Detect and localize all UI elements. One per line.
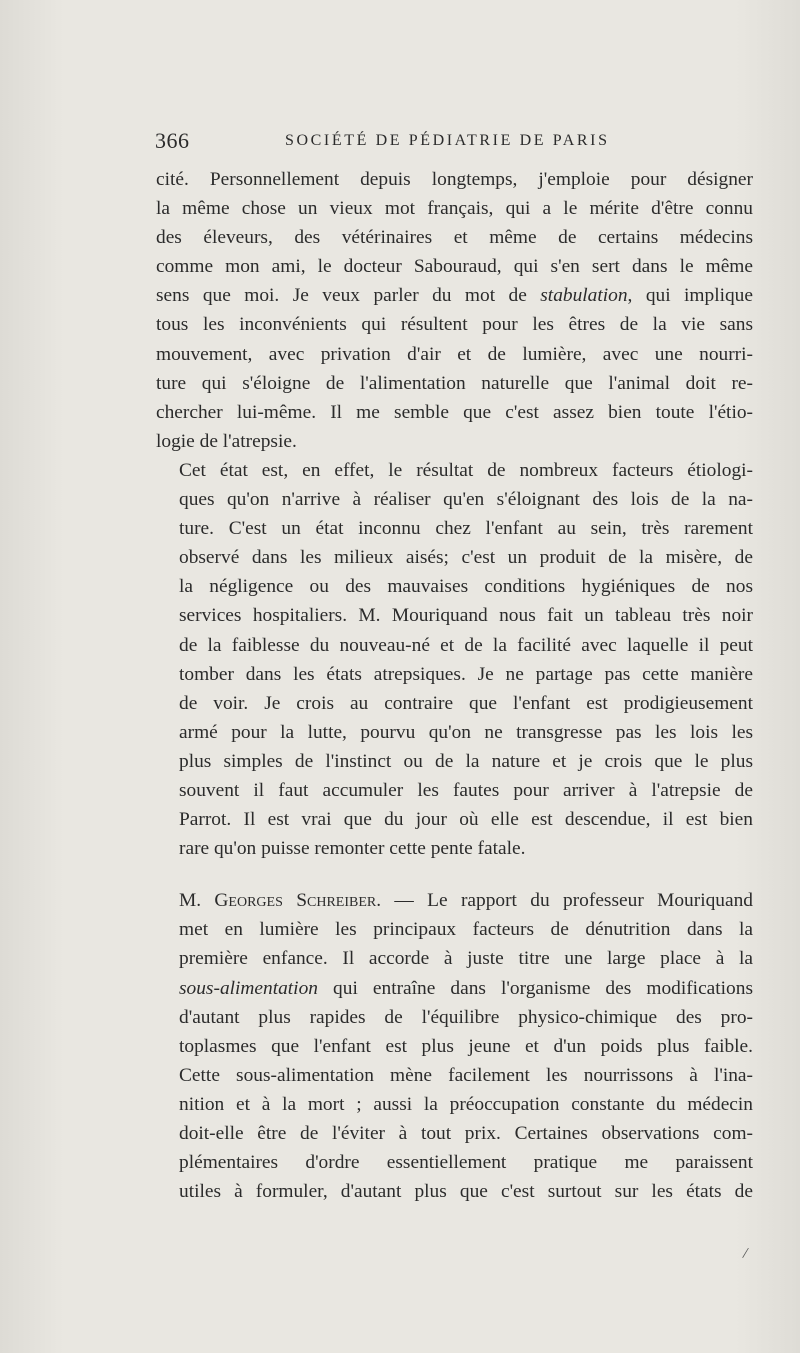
running-head: SOCIÉTÉ DE PÉDIATRIE DE PARIS xyxy=(285,132,610,149)
text-line: Cette sous-alimentation mène facilement les nourrissons à l'ina- xyxy=(179,1064,753,1086)
text-line: doit-elle être de l'éviter à tout prix. Certaines observations com- xyxy=(179,1123,753,1144)
text-line: sous-alimentation qui entraîne dans l'organisme des modifications xyxy=(179,977,753,999)
text-line: sens que moi. Je veux parler du mot de stabulation, qui implique xyxy=(156,285,753,307)
text-line: utiles à formuler, d'autant plus que c'est surtout sur les états de xyxy=(179,1181,753,1203)
paragraph-stabulation xyxy=(156,165,753,456)
text-line: d'autant plus rapides de l'équilibre physico-chimique des pro- xyxy=(179,1006,753,1028)
text-line: ture qui s'éloigne de l'alimentation naturelle que l'animal doit re- xyxy=(156,372,753,394)
paragraph-schreiber xyxy=(156,886,753,1206)
text-line: de voir. Je crois au contraire que l'enfant est prodigieusement xyxy=(179,692,753,714)
text-line: Parrot. Il est vrai que du jour où elle est descendue, il est bien xyxy=(179,809,753,831)
text-line: chercher lui-même. Il me semble que c'est assez bien toute l'étio- xyxy=(156,401,753,423)
body-text xyxy=(156,165,753,1206)
text-line: comme mon ami, le docteur Sabouraud, qui s'en sert dans le même xyxy=(156,256,753,278)
text-line: souvent il faut accumuler les fautes pour arriver à l'atrepsie de xyxy=(179,779,753,801)
text-line: plus simples de l'instinct ou de la nature et je crois que le plus xyxy=(179,750,753,772)
page-number: 366 xyxy=(155,128,190,153)
text-line: armé pour la lutte, pourvu qu'on ne transgresse pas les lois les xyxy=(179,721,753,743)
paragraph-atrepsie xyxy=(156,456,753,863)
text-line: ques qu'on n'arrive à réaliser qu'en s'éloignant des lois de la na- xyxy=(179,489,753,511)
text-line: met en lumière les principaux facteurs de dénutrition dans la xyxy=(179,919,753,941)
speaker-name: M. Georges Schreiber. xyxy=(179,890,382,912)
text-line: cité. Personnellement depuis longtemps, j'emploie pour désigner xyxy=(156,169,753,190)
text-line: observé dans les milieux aisés; c'est un produit de la misère, de xyxy=(179,547,753,569)
text-line: mouvement, avec privation d'air et de lumière, avec une nourri- xyxy=(156,343,753,365)
text-line: nition et à la mort ; aussi la préoccupation constante du médecin xyxy=(179,1093,753,1115)
text-line: première enfance. Il accorde à juste titre une large place à la xyxy=(179,948,753,970)
italic-term: stabulation xyxy=(540,285,628,307)
text-line: de la faiblesse du nouveau-né et de la facilité avec laquelle il peut xyxy=(179,634,753,656)
italic-term: sous-alimentation xyxy=(179,977,318,999)
text-line: tomber dans les états atrepsiques. Je ne partage pas cette manière xyxy=(179,663,753,685)
text-line: tous les inconvénients qui résultent pour les êtres de la vie sans xyxy=(156,314,753,336)
text-line: la négligence ou des mauvaises conditions hygiéniques de nos xyxy=(179,576,753,598)
text-line xyxy=(156,886,753,915)
stray-mark: / xyxy=(741,1244,750,1263)
text-line: toplasmes que l'enfant est plus jeune et d'un poids plus faible. xyxy=(179,1035,753,1057)
speaker-line-rest: — Le rapport du professeur Mouriquand xyxy=(381,890,753,912)
text-line: logie de l'atrepsie. xyxy=(156,430,297,452)
text-line: ture. C'est un état inconnu chez l'enfant au sein, très rarement xyxy=(179,518,753,540)
text-line: Cet état est, en effet, le résultat de nombreux facteurs étiologi- xyxy=(179,459,753,481)
text-line: plémentaires d'ordre essentiellement pratique me paraissent xyxy=(179,1152,753,1174)
text-line: des éleveurs, des vétérinaires et même de certains médecins xyxy=(156,227,753,249)
text-line: rare qu'on puisse remonter cette pente fatale. xyxy=(179,838,526,860)
text-line: services hospitaliers. M. Mouriquand nous fait un tableau très noir xyxy=(179,605,753,627)
text-line: la même chose un vieux mot français, qui a le mérite d'être connu xyxy=(156,198,753,220)
page-header xyxy=(155,128,755,158)
